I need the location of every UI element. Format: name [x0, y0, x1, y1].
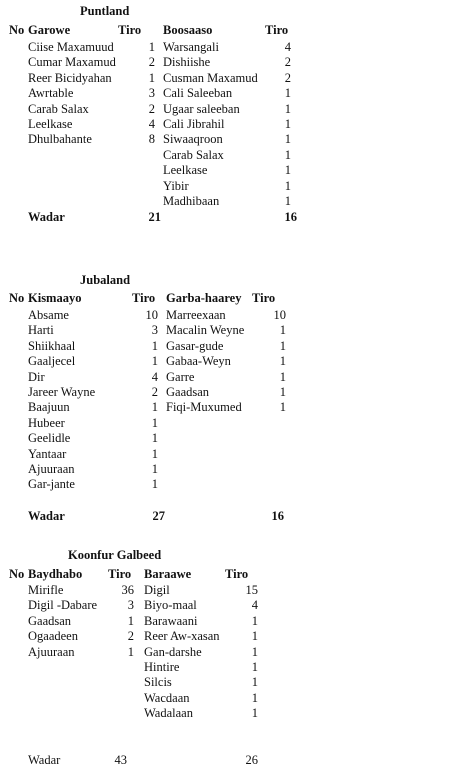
clan-name: Cumar Maxamud [28, 55, 116, 69]
clan-name: Wacdaan [144, 691, 190, 705]
clan-name: Digil [144, 583, 170, 597]
header-no: No [9, 23, 25, 37]
header-tiro1: Tiro [132, 291, 156, 305]
clan-count: 1 [151, 447, 158, 461]
clan-count: 1 [251, 691, 258, 705]
header-city2: Boosaaso [163, 23, 213, 37]
clan-count: 1 [284, 102, 291, 116]
header-tiro1: Tiro [118, 23, 142, 37]
clan-name: Ajuuraan [28, 462, 75, 476]
clan-name: Cali Saleeban [163, 86, 233, 100]
clan-name: Silcis [144, 675, 172, 689]
clan-name: Ajuuraan [28, 645, 75, 659]
clan-name: Ciise Maxamuud [28, 40, 114, 54]
clan-count: 1 [251, 706, 258, 720]
total-label: Wadar [28, 753, 61, 767]
clan-name: Siwaaqroon [163, 132, 223, 146]
clan-count: 1 [151, 339, 158, 353]
clan-count: 1 [151, 416, 158, 430]
clan-name: Wadalaan [144, 706, 193, 720]
clan-name: Jareer Wayne [28, 385, 96, 399]
clan-count: 2 [151, 385, 158, 399]
clan-count: 3 [127, 598, 134, 612]
clan-count: 1 [279, 370, 286, 384]
clan-name: Dir [28, 370, 45, 384]
clan-count: 4 [151, 370, 158, 384]
clan-name: Marreexaan [166, 308, 226, 322]
header-tiro2: Tiro [252, 291, 276, 305]
total-1: 43 [114, 753, 127, 767]
clan-name: Warsangali [163, 40, 219, 54]
clan-name: Reer Aw-xasan [144, 629, 220, 643]
total-2: 16 [284, 210, 297, 224]
clan-count: 1 [279, 385, 286, 399]
clan-name: Baajuun [28, 400, 70, 414]
clan-name: Yibir [163, 179, 189, 193]
clan-count: 3 [151, 323, 158, 337]
clan-name: Absame [28, 308, 69, 322]
clan-name: Biyo-maal [144, 598, 197, 612]
clan-name: Macalin Weyne [166, 323, 245, 337]
clan-count: 4 [284, 40, 291, 54]
clan-count: 1 [127, 645, 134, 659]
clan-name: Harti [28, 323, 54, 337]
clan-name: Gaaljecel [28, 354, 76, 368]
clan-name: Ugaar saleeban [163, 102, 240, 116]
clan-name: Gabaa-Weyn [166, 354, 231, 368]
total-label: Wadar [28, 509, 65, 523]
header-city1: Baydhabo [28, 567, 83, 581]
clan-name: Leelkase [163, 163, 208, 177]
clan-count: 36 [121, 583, 134, 597]
clan-name: Gan-darshe [144, 645, 202, 659]
total-label: Wadar [28, 210, 65, 224]
clan-count: 1 [284, 132, 291, 146]
clan-count: 1 [127, 614, 134, 628]
clan-count: 1 [284, 194, 291, 208]
clan-count: 1 [279, 354, 286, 368]
clan-name: Carab Salax [163, 148, 224, 162]
clan-count: 1 [279, 339, 286, 353]
clan-count: 4 [148, 117, 155, 131]
jubaland-title: Jubaland [80, 273, 131, 287]
clan-count: 2 [148, 102, 155, 116]
clan-count: 1 [251, 629, 258, 643]
koonfur-title: Koonfur Galbeed [68, 548, 162, 562]
clan-name: Gaadsan [28, 614, 72, 628]
clan-name: Gaadsan [166, 385, 210, 399]
header-city2: Baraawe [144, 567, 192, 581]
header-tiro2: Tiro [265, 23, 289, 37]
header-no: No [9, 567, 25, 581]
clan-count: 4 [251, 598, 258, 612]
clan-count: 1 [151, 431, 158, 445]
clan-count: 2 [284, 55, 291, 69]
puntland-title: Puntland [80, 4, 130, 18]
clan-count: 10 [273, 308, 286, 322]
clan-name: Leelkase [28, 117, 73, 131]
clan-count: 1 [148, 40, 155, 54]
clan-count: 1 [284, 148, 291, 162]
clan-count: 3 [148, 86, 155, 100]
header-city1: Kismaayo [28, 291, 82, 305]
clan-name: Dishiishe [163, 55, 211, 69]
clan-name: Yantaar [28, 447, 67, 461]
total-1: 21 [148, 210, 161, 224]
clan-name: Madhibaan [163, 194, 220, 208]
clan-name: Reer Bicidyahan [28, 71, 112, 85]
clan-count: 1 [148, 71, 155, 85]
clan-name: Gasar-gude [166, 339, 224, 353]
clan-name: Awrtable [28, 86, 74, 100]
clan-count: 1 [251, 614, 258, 628]
clan-name: Digil -Dabare [28, 598, 98, 612]
clan-count: 1 [279, 400, 286, 414]
clan-name: Shiikhaal [28, 339, 76, 353]
clan-name: Dhulbahante [28, 132, 92, 146]
clan-name: Barawaani [144, 614, 198, 628]
clan-count: 1 [251, 675, 258, 689]
clan-count: 10 [145, 308, 158, 322]
clan-count: 1 [151, 477, 158, 491]
total-2: 26 [245, 753, 258, 767]
clan-count: 15 [245, 583, 258, 597]
clan-name: Gar-jante [28, 477, 75, 491]
clan-count: 1 [251, 660, 258, 674]
header-tiro1: Tiro [108, 567, 132, 581]
clan-name: Hubeer [28, 416, 65, 430]
clan-count: 2 [148, 55, 155, 69]
total-1: 27 [152, 509, 165, 523]
total-2: 16 [271, 509, 284, 523]
clan-count: 1 [151, 354, 158, 368]
clan-count: 1 [151, 462, 158, 476]
clan-name: Cali Jibrahil [163, 117, 225, 131]
header-city2: Garba-haarey [166, 291, 242, 305]
clan-count: 1 [151, 400, 158, 414]
clan-name: Garre [166, 370, 195, 384]
clan-name: Geelidle [28, 431, 71, 445]
clan-count: 1 [284, 86, 291, 100]
header-tiro2: Tiro [225, 567, 249, 581]
clan-count: 8 [148, 132, 155, 146]
clan-count: 2 [284, 71, 291, 85]
clan-name: Fiqi-Muxumed [166, 400, 242, 414]
clan-count: 1 [284, 179, 291, 193]
clan-count: 1 [284, 163, 291, 177]
clan-name: Carab Salax [28, 102, 89, 116]
clan-count: 1 [284, 117, 291, 131]
clan-count: 1 [279, 323, 286, 337]
clan-name: Hintire [144, 660, 180, 674]
clan-name: Cusman Maxamud [163, 71, 258, 85]
clan-count: 1 [251, 645, 258, 659]
header-no: No [9, 291, 25, 305]
clan-name: Mirifle [28, 583, 64, 597]
clan-count: 2 [127, 629, 134, 643]
clan-name: Ogaadeen [28, 629, 78, 643]
header-city1: Garowe [28, 23, 71, 37]
